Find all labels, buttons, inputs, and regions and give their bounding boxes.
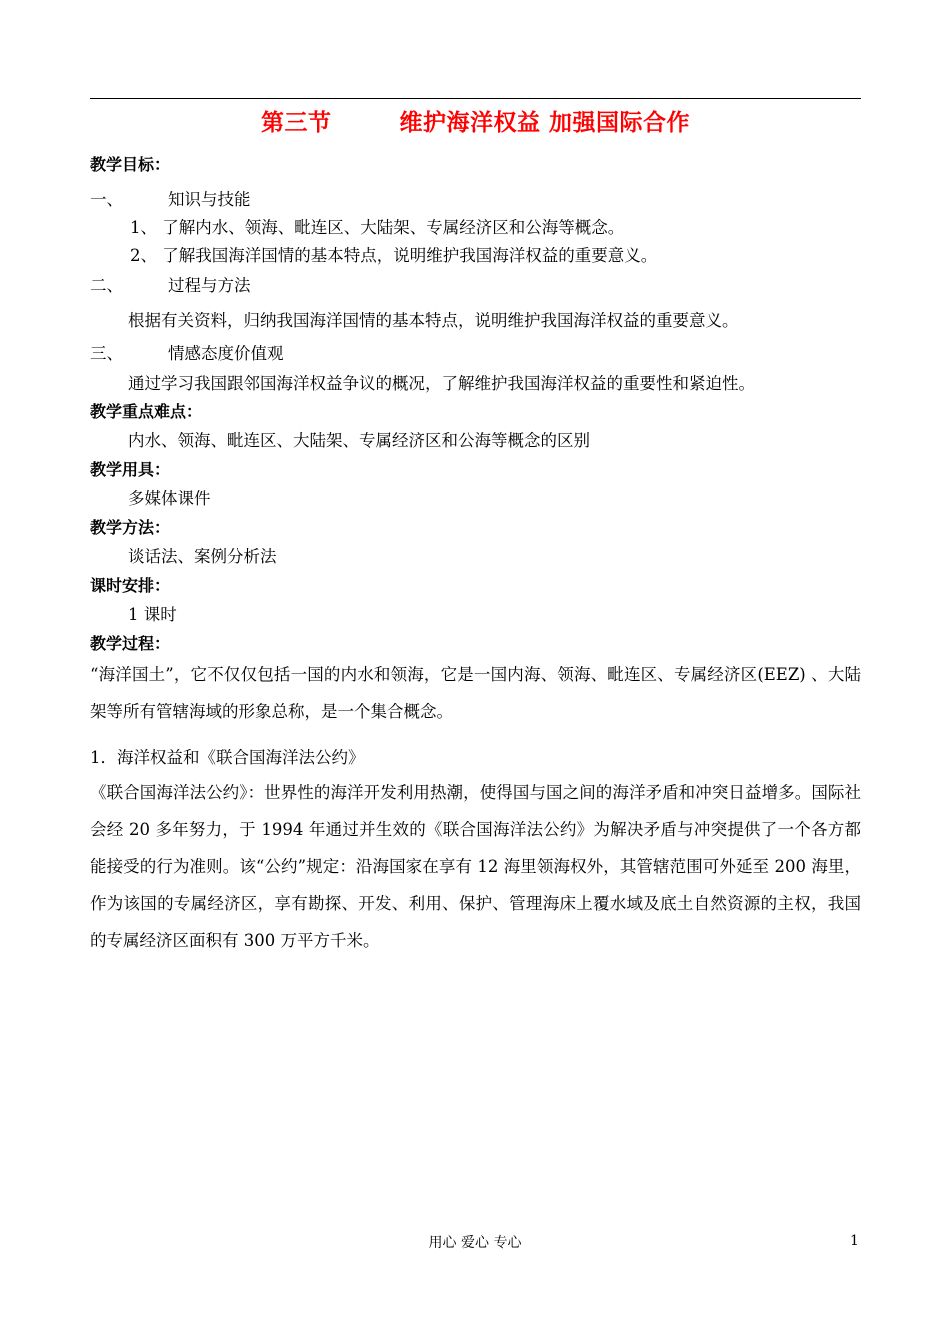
header-rule	[90, 98, 861, 99]
key-points-heading: 教学重点难点：	[90, 402, 203, 421]
process-heading: 教学过程：	[90, 634, 171, 653]
schedule-text: 1 课时	[128, 605, 177, 624]
key-points-text: 内水、领海、毗连区、大陆架、专属经济区和公海等概念的区别	[128, 431, 590, 450]
section-label-process: 过程与方法	[168, 276, 251, 295]
section-label-knowledge: 知识与技能	[168, 190, 251, 209]
section-number-2: 二、	[90, 276, 123, 295]
methods-heading: 教学方法：	[90, 518, 171, 537]
section1-text: 《联合国海洋法公约》：世界性的海洋开发利用热潮，使得国与国之间的海洋矛盾和冲突日益增多。国际社会经 20 多年努力，于 1994 年通过并生效的《联合国海洋法公约》为解决矛盾与冲突提供了一个各方都能接受的行为准则。该“公约”规定：沿海国家在享有 12 海里领海权外，其管辖范围可外延至 200 海里，作为该国的专属经济区，享有勘探、开发、利用、保护、管理海床上覆水域及底土自然资源的主权，我国的专属经济区面积有 300 万平方千米。	[90, 783, 861, 950]
objectives-heading: 教学目标：	[90, 155, 171, 174]
footer-text: 用心 爱心 专心	[428, 1235, 522, 1251]
attitude-text: 通过学习我国跟邻国海洋权益争议的概况，了解维护我国海洋权益的重要性和紧迫性。	[128, 374, 755, 393]
knowledge-item-1: 1、 了解内水、领海、毗连区、大陆架、专属经济区和公海等概念。	[130, 218, 625, 237]
knowledge-item-2: 2、 了解我国海洋国情的基本特点，说明维护我国海洋权益的重要意义。	[130, 246, 658, 265]
tools-text: 多媒体课件	[128, 489, 211, 508]
section-number-3: 三、	[90, 344, 123, 363]
methods-text: 谈话法、案例分析法	[128, 547, 277, 566]
page-title: 第三节 维护海洋权益 加强国际合作	[260, 110, 691, 136]
process-intro: “海洋国土”，它不仅仅包括一国的内水和领海，它是一国内海、领海、毗连区、专属经济区(EEZ) 、大陆架等所有管辖海域的形象总称，是一个集合概念。	[90, 665, 861, 721]
page-number: 1	[850, 1233, 859, 1249]
schedule-heading: 课时安排：	[90, 576, 171, 595]
tools-heading: 教学用具：	[90, 460, 171, 479]
section1-title: 1．海洋权益和《联合国海洋法公约》	[90, 748, 365, 767]
section-label-attitude: 情感态度价值观	[168, 344, 284, 363]
process-text: 根据有关资料，归纳我国海洋国情的基本特点，说明维护我国海洋权益的重要意义。	[128, 311, 739, 330]
section-number-1: 一、	[90, 190, 123, 209]
